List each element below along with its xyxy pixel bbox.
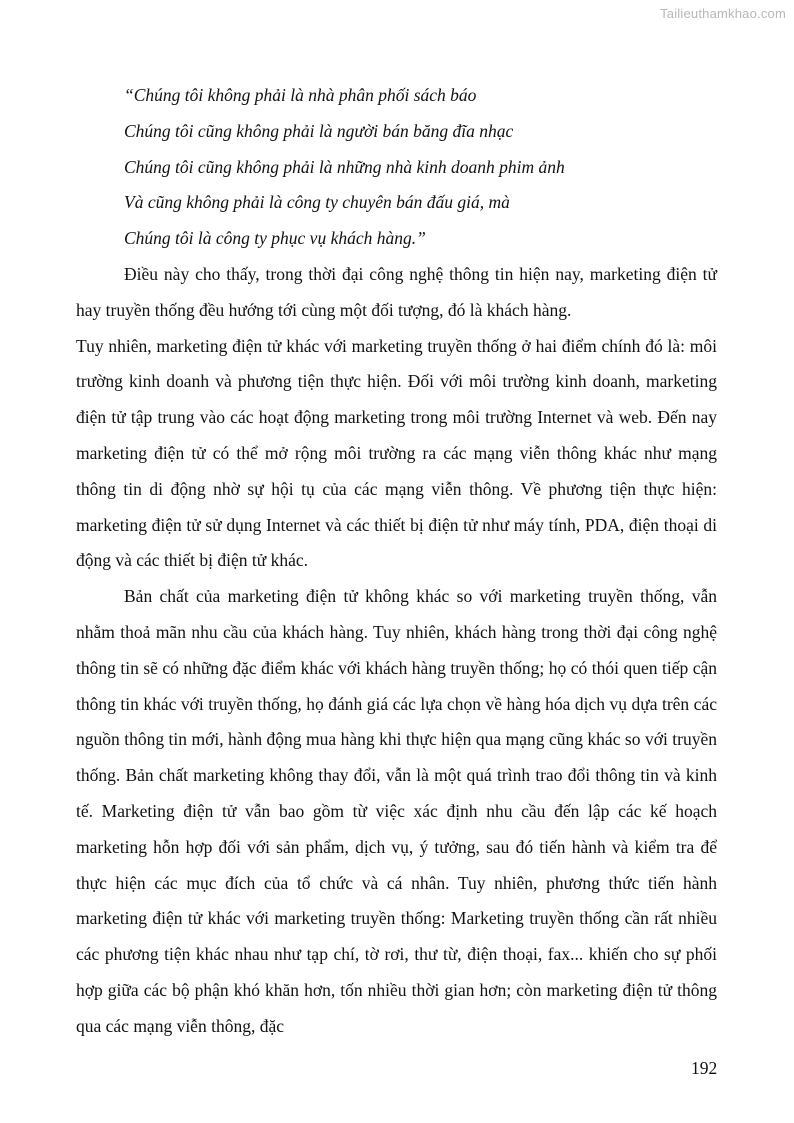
quote-line: Chúng tôi cũng không phải là người bán băng đĩa nhạc [124,120,514,141]
watermark: Tailieuthamkhao.com [660,6,786,21]
paragraph-nature: Bản chất của marketing điện tử không khác so với marketing truyền thống, vẫn nhằm thoả mãn nhu cầu của khách hàng. Tuy nhiên, khách hàng trong thời đại công nghệ thông tin sẽ có những đặc điểm khác với khách hàng truyền thống; họ có thói quen tiếp cận thông tin khác với truyền thống, họ đánh giá các lựa chọn về hàng hóa dịch vụ dựa trên các nguồn thông tin mới, hành động mua hàng khi thực hiện qua mạng cũng khác so với truyền thống. Bản chất marketing không thay đổi, vẫn là một quá trình trao đổi thông tin và kinh tế. Marketing điện tử vẫn bao gồm từ việc xác định nhu cầu đến lập các kế hoạch marketing hỗn hợp đối với sản phẩm, dịch vụ, ý tưởng, sau đó tiến hành và kiểm tra để thực hiện các mục đích của tổ chức và cá nhân. Tuy nhiên, phương thức tiến hành marketing điện tử khác với marketing truyền thống: Marketing truyền thống cần rất nhiều các phương tiện khác nhau như tạp chí, tờ rơi, thư từ, điện thoại, fax... khiến cho sự phối hợp giữa các bộ phận khó khăn hơn, tốn nhiều thời gian hơn; còn marketing điện tử thông qua các mạng viễn thông, đặc [76,586,717,1036]
quote-line: Và cũng không phải là công ty chuyên bán đấu giá, mà [124,192,510,213]
quote-block [76,78,717,257]
paragraph-differences: Tuy nhiên, marketing điện tử khác với marketing truyền thống ở hai điểm chính đó là: môi trường kinh doanh và phương tiện thực hiện. Đối với môi trường kinh doanh, marketing điện tử tập trung vào các hoạt động marketing trong môi trường Internet và web. Đến nay marketing điện tử có thể mở rộng môi trường ra các mạng viễn thông khác như mạng thông tin di động nhờ sự hội tụ của các mạng viễn thông. Về phương tiện thực hiện: marketing điện tử sử dụng Internet và các thiết bị điện tử như máy tính, PDA, điện thoại di động và các thiết bị điện tử khác. [76,335,717,571]
quote-line: Chúng tôi là công ty phục vụ khách hàng.” [124,228,426,249]
page-number: 192 [691,1058,718,1078]
document-page [76,78,717,1045]
quote-line: “Chúng tôi không phải là nhà phân phối sách báo [124,85,477,105]
paragraph-target-customer: Điều này cho thấy, trong thời đại công nghệ thông tin hiện nay, marketing điện tử hay truyền thống đều hướng tới cùng một đối tượng, đó là khách hàng. [76,263,717,320]
quote-line: Chúng tôi cũng không phải là những nhà kinh doanh phim ảnh [124,156,565,177]
